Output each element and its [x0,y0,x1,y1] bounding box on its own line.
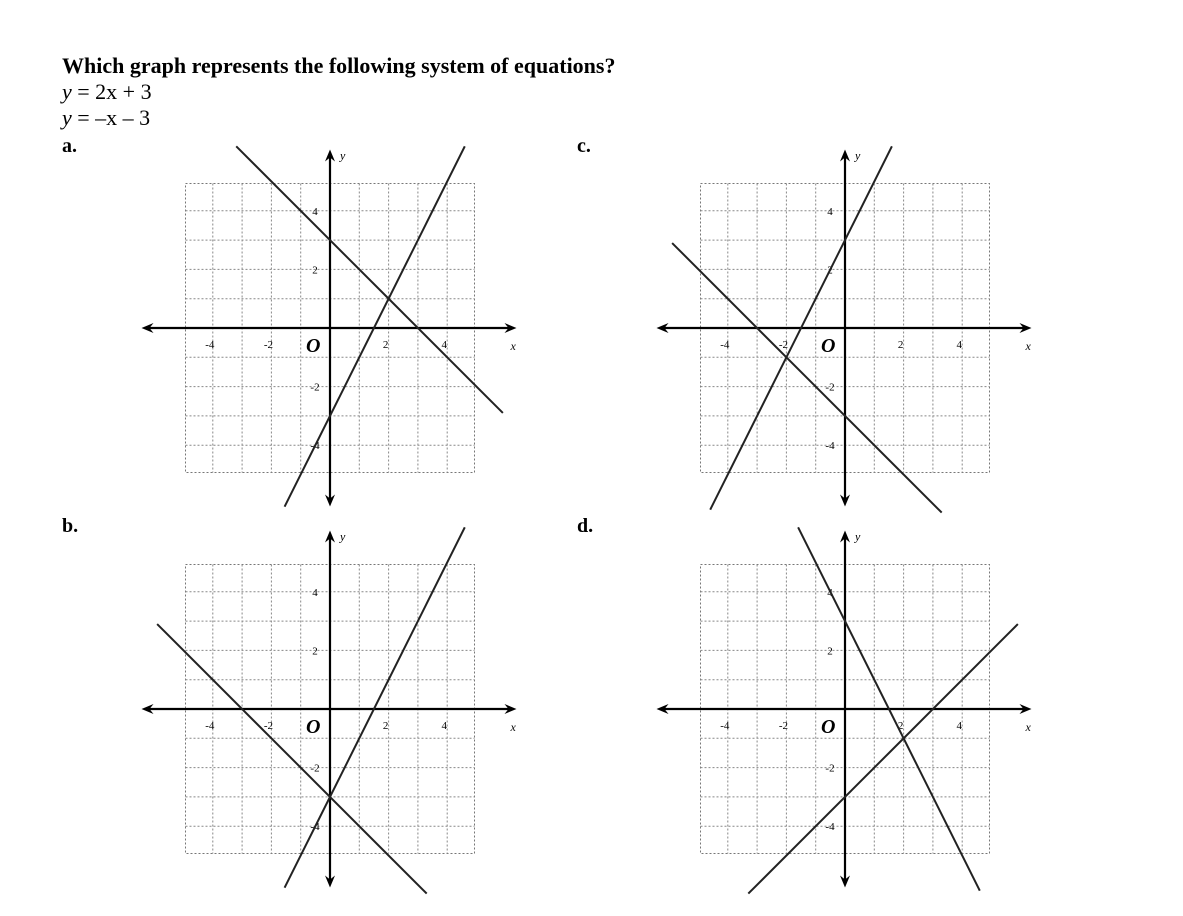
x-axis-label: x [1025,339,1031,353]
option-a-label[interactable]: a. [62,135,77,157]
x-tick-label: -2 [263,339,273,351]
y-tick-label: 4 [312,205,318,218]
x-tick-label: 2 [382,339,389,351]
option-b-label[interactable]: b. [62,515,79,537]
y-tick-label: -2 [825,762,835,775]
x-axis-label: x [1025,720,1031,734]
y-tick-label: 2 [827,645,833,658]
y-tick-label: 2 [827,264,833,277]
y-tick-label: -4 [310,440,320,453]
x-tick-label: -4 [720,720,730,732]
y-tick-label: -4 [825,821,835,834]
y-tick-label: -2 [310,762,320,775]
x-tick-label: -4 [205,339,215,351]
origin-label: O [306,716,321,738]
x-tick-label: 2 [897,720,904,732]
x-tick-label: -2 [778,339,788,351]
y-axis-label: y [855,529,861,544]
x-tick-label: -2 [778,720,788,732]
question-title: Which graph represents the following system of equations? [62,53,616,78]
x-tick-label: 2 [897,339,904,351]
y-tick-label: -4 [310,821,320,834]
y-tick-label: 4 [827,586,833,599]
y-tick-label: -2 [310,381,320,394]
y-tick-label: 2 [312,264,318,277]
x-tick-label: -4 [205,720,215,732]
equation-1-lhs: y [62,79,72,104]
x-tick-label: 4 [956,720,962,732]
y-tick-label: -4 [825,440,835,453]
x-axis-label: x [510,720,516,734]
x-tick-label: 4 [441,720,447,732]
equation-2-lhs: y [62,105,72,130]
y-tick-label: -2 [825,381,835,394]
x-tick-label: -4 [720,339,730,351]
y-tick-label: 2 [312,645,318,658]
y-tick-label: 4 [827,205,833,218]
x-tick-label: 4 [956,339,962,351]
option-d-label[interactable]: d. [577,515,594,537]
x-tick-label: 2 [382,720,389,732]
origin-label: O [821,716,836,738]
origin-label: O [821,335,836,357]
x-axis-label: x [510,339,516,353]
origin-label: O [306,335,321,357]
y-tick-label: 4 [312,586,318,599]
x-tick-label: 4 [441,339,447,351]
equation-1-rhs: = 2x + 3 [77,79,152,104]
option-c-label[interactable]: c. [577,135,591,157]
x-tick-label: -2 [263,720,273,732]
y-axis-label: y [340,148,346,163]
y-axis-label: y [855,148,861,163]
equation-2-rhs: = –x – 3 [77,105,151,130]
y-axis-label: y [340,529,346,544]
